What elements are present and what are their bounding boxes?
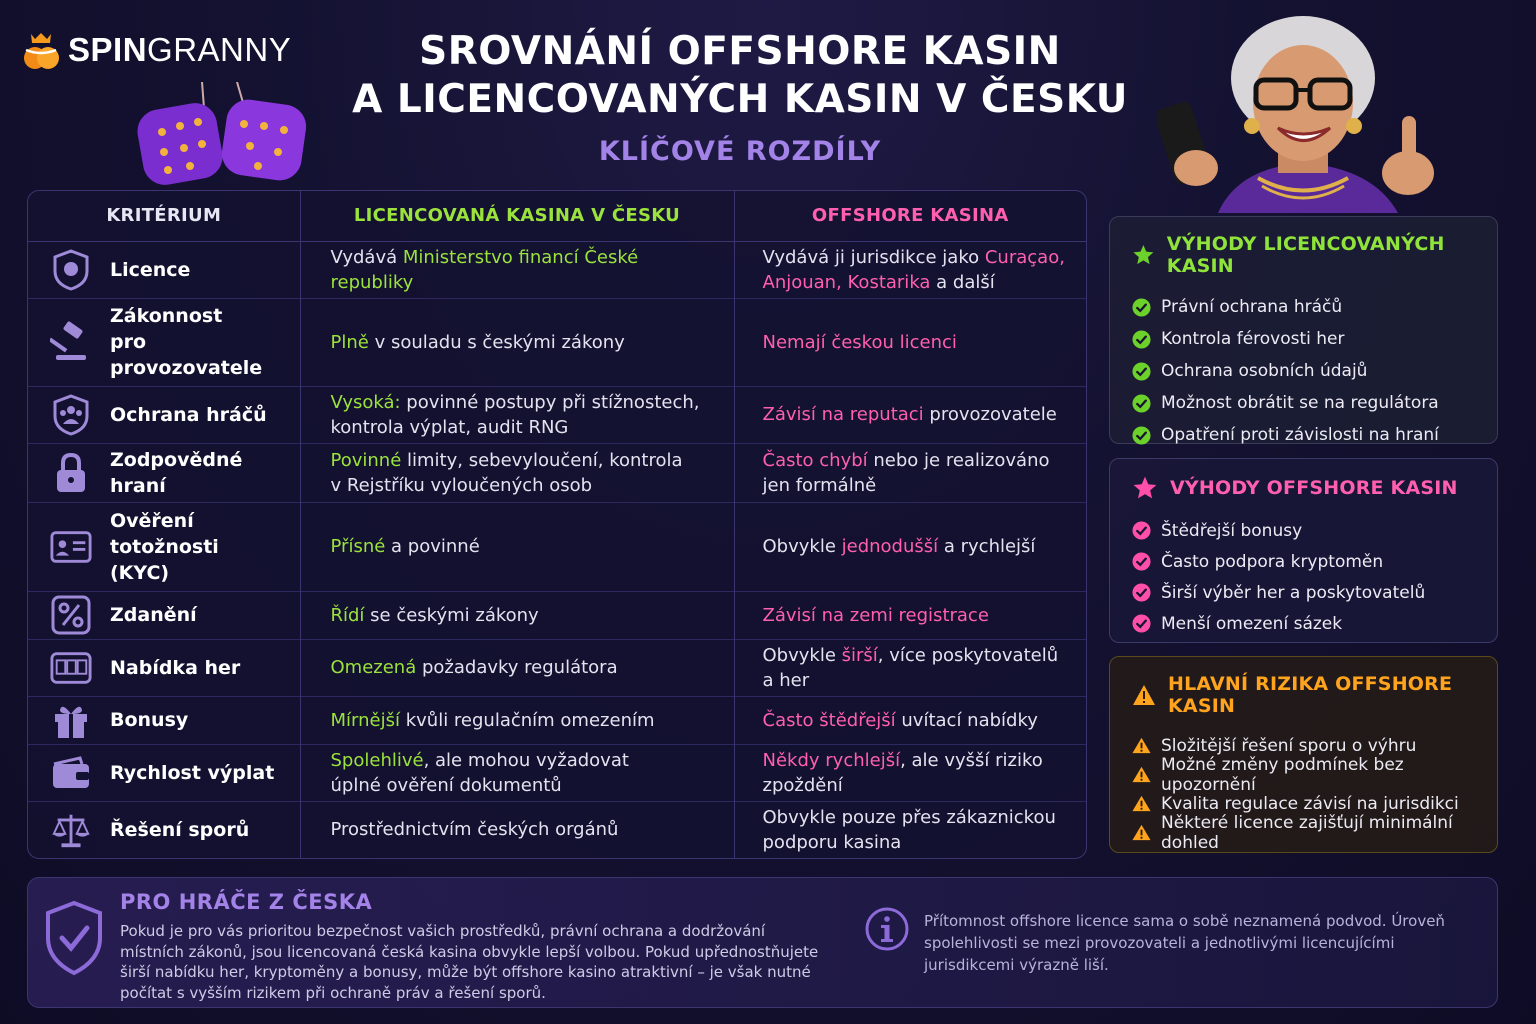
criterion-cell [28, 503, 300, 591]
cell-text-segment: jednodušší [841, 536, 939, 558]
offshore-risks-title: HLAVNÍ RIZIKA OFFSHORE KASIN [1168, 673, 1453, 717]
offshore-advantages-title: VÝHODY OFFSHORE KASIN [1170, 477, 1458, 499]
offshore-cell [734, 639, 1086, 696]
granny-mascot-icon [1158, 8, 1448, 213]
licensed-advantages-title: VÝHODY LICENCOVANÝCH KASIN [1166, 233, 1445, 277]
list-item-label: Možné změny podmínek bez upozornění [1161, 754, 1404, 795]
info-icon [864, 906, 910, 952]
cell-text-segment: nebo je realizováno jen formálně [762, 450, 1050, 497]
brand-name: SPINGRANNY [68, 31, 292, 68]
cell-text-segment: Přísné [330, 536, 386, 558]
licensed-cell [300, 241, 734, 298]
wallet-icon [50, 752, 92, 794]
check-circle-icon [1132, 552, 1151, 571]
list-item-label: Štědřejší bonusy [1161, 520, 1303, 541]
cell-text-segment: se českými zákony [364, 604, 539, 626]
list-item [1132, 291, 1475, 323]
lock-icon [50, 452, 92, 494]
offshore-cell [734, 298, 1086, 386]
check-circle-icon [1132, 583, 1151, 602]
cell-text-segment: , ale mohou vyžadovat úplné ověření dokumentů [330, 749, 629, 796]
criterion-cell [28, 443, 300, 502]
cell-text-segment: povinné postupy při stížnostech, kontrola výplat, audit RNG [330, 391, 700, 438]
cell-text-segment: Řídí [330, 604, 365, 626]
warning-icon [1132, 765, 1151, 784]
cell-text-segment: Nemají českou licenci [762, 331, 957, 353]
table-row [28, 386, 1086, 443]
list-item-label: Kontrola férovosti her [1161, 329, 1345, 349]
table-row [28, 241, 1086, 298]
cell-text-segment: Obvykle [762, 644, 842, 666]
cell-text-segment: , ale vyšší riziko zpoždění [762, 749, 1043, 796]
cell-text-segment: Prostřednictvím českých orgánů [330, 819, 619, 841]
cell-text-segment: Omezená [330, 657, 417, 679]
list-item [1132, 515, 1475, 546]
licensed-cell [300, 298, 734, 386]
licensed-cell [300, 591, 734, 639]
table-header-row [28, 191, 1086, 241]
criterion-label: Nabídka her [110, 656, 241, 679]
criterion-label: Bonusy [110, 709, 189, 732]
id-card-icon [50, 526, 92, 568]
list-item [1132, 387, 1475, 419]
column-header-licensed: LICENCOVANÁ KASINA V ČESKU [300, 191, 734, 241]
scales-icon [50, 809, 92, 851]
check-circle-icon [1132, 362, 1151, 381]
cell-text-segment: Často štědřejší [762, 709, 896, 731]
offshore-cell [734, 591, 1086, 639]
cell-text-segment: a další [930, 271, 995, 293]
list-item-label: Možnost obrátit se na regulátora [1161, 393, 1439, 413]
table-row [28, 744, 1086, 801]
star-icon [1132, 475, 1158, 501]
shield-people-icon [50, 394, 92, 436]
offshore-cell [734, 744, 1086, 801]
cell-text-segment: uvítací nabídky [895, 709, 1038, 731]
criterion-label: Ochrana hráčů [110, 403, 267, 426]
licensed-cell [300, 744, 734, 801]
list-item-label: Menší omezení sázek [1161, 613, 1343, 634]
warning-icon [1132, 736, 1151, 755]
cell-text-segment: Plně [330, 331, 369, 353]
offshore-cell [734, 801, 1086, 858]
offshore-cell [734, 443, 1086, 502]
table-row [28, 443, 1086, 502]
list-item [1132, 812, 1475, 853]
check-circle-icon [1132, 298, 1151, 317]
list-item [1132, 546, 1475, 577]
cell-text-segment: Někdy rychlejší [762, 749, 901, 771]
offshore-advantages-panel [1109, 458, 1498, 643]
brand-logo [22, 30, 291, 70]
criterion-cell [28, 744, 300, 801]
page-subtitle: KLÍČOVÉ ROZDÍLY [598, 136, 882, 167]
cell-text-segment: Curaçao, Anjouan, Kostarika [762, 246, 1065, 293]
gift-icon [50, 699, 92, 741]
list-item-label: Některé licence zajišťují minimální dohled [1161, 812, 1453, 853]
cell-text-segment: a rychlejší [938, 536, 1036, 558]
licensed-cell [300, 801, 734, 858]
offshore-cell [734, 241, 1086, 298]
list-item-label: Širší výběr her a poskytovatelů [1161, 582, 1426, 603]
licensed-cell [300, 443, 734, 502]
licensed-cell [300, 503, 734, 591]
criterion-cell [28, 241, 300, 298]
offshore-cell [734, 696, 1086, 744]
table-row [28, 591, 1086, 639]
criterion-cell [28, 591, 300, 639]
footer-title: PRO HRÁČE Z ČESKA [120, 890, 373, 914]
criterion-label: Licence [110, 258, 191, 281]
check-circle-icon [1132, 394, 1151, 413]
cell-text-segment: Často chybí [762, 450, 868, 472]
table-row [28, 298, 1086, 386]
licensed-cell [300, 696, 734, 744]
licensed-advantages-panel [1109, 216, 1498, 444]
warning-icon [1132, 823, 1151, 842]
offshore-cell [734, 503, 1086, 591]
footer-panel [27, 877, 1498, 1008]
comparison-table [27, 190, 1087, 859]
slot-machine-icon [50, 647, 92, 689]
cell-text-segment: kvůli regulačním omezením [399, 709, 655, 731]
cell-text-segment: Povinné [330, 450, 402, 472]
table-row [28, 503, 1086, 591]
fuzzy-dice-icon [132, 82, 322, 192]
cell-text-segment: Vydává ji jurisdikce jako [762, 246, 985, 268]
page-header [330, 28, 1150, 167]
criterion-label: Zodpovědné hraní [110, 449, 243, 498]
cell-text-segment: požadavky regulátora [416, 657, 618, 679]
criterion-label: Zákonnost pro provozovatele [110, 305, 263, 380]
cell-text-segment: širší [841, 644, 878, 666]
star-icon [1132, 242, 1155, 268]
list-item-label: Složitější řešení sporu o výhru [1161, 735, 1417, 756]
shield-icon [50, 249, 92, 291]
licensed-cell [300, 386, 734, 443]
cell-text-segment: Závisí na zemi registrace [762, 604, 989, 626]
warning-icon [1132, 794, 1151, 813]
cell-text-segment: , více poskytovatelů a her [762, 644, 1059, 691]
offshore-cell [734, 386, 1086, 443]
list-item [1132, 754, 1475, 795]
percent-icon [50, 594, 92, 636]
cell-text-segment: Vysoká: [330, 391, 401, 413]
page-title-line2: A LICENCOVANÝCH KASIN V ČESKU [352, 77, 1128, 122]
list-item [1132, 355, 1475, 387]
check-circle-icon [1132, 426, 1151, 445]
criterion-label: Zdanění [110, 604, 197, 627]
list-item-label: Kvalita regulace závisí na jurisdikci [1161, 793, 1459, 814]
crown-logo-icon [22, 30, 60, 70]
warning-icon [1132, 682, 1156, 708]
criterion-cell [28, 386, 300, 443]
table-row [28, 801, 1086, 858]
footer-note: Přítomnost offshore licence sama o sobě neznamená podvod. Úroveň spolehlivosti se mezi provozovateli a jednotlivými licencujícími jurisdikcemi výrazně liší. [924, 912, 1445, 974]
criterion-cell [28, 639, 300, 696]
list-item [1132, 608, 1475, 639]
cell-text-segment: limity, sebevyloučení, kontrola v Rejstříku vyloučených osob [330, 450, 683, 497]
offshore-risks-panel [1109, 656, 1498, 853]
cell-text-segment: Vydává [330, 246, 403, 268]
list-item-label: Právní ochrana hráčů [1161, 297, 1343, 317]
page-title-line1: SROVNÁNÍ OFFSHORE KASIN [419, 29, 1061, 74]
gavel-icon [50, 321, 92, 363]
column-header-offshore: OFFSHORE KASINA [734, 191, 1086, 241]
criterion-label: Rychlost výplat [110, 761, 275, 784]
shield-check-icon [44, 900, 104, 976]
cell-text-segment: Ministerstvo financí České republiky [330, 246, 639, 293]
criterion-label: Ověření totožnosti (KYC) [110, 509, 219, 584]
criterion-cell [28, 696, 300, 744]
column-header-criterion: KRITÉRIUM [28, 191, 300, 241]
criterion-cell [28, 801, 300, 858]
list-item [1132, 323, 1475, 355]
table-row [28, 696, 1086, 744]
cell-text-segment: Spolehlivé [330, 749, 424, 771]
cell-text-segment: v souladu s českými zákony [368, 331, 625, 353]
cell-text-segment: Obvykle pouze přes zákaznickou podporu kasina [762, 806, 1056, 853]
cell-text-segment: Závisí na reputaci [762, 404, 924, 426]
criterion-label: Řešení sporů [110, 818, 250, 841]
licensed-cell [300, 639, 734, 696]
check-circle-icon [1132, 521, 1151, 540]
list-item [1132, 577, 1475, 608]
cell-text-segment: Obvykle [762, 536, 842, 558]
cell-text-segment: provozovatele [923, 404, 1057, 426]
cell-text-segment: a povinné [385, 536, 480, 558]
list-item-label: Opatření proti závislosti na hraní [1161, 425, 1439, 445]
cell-text-segment: Mírnější [330, 709, 400, 731]
check-circle-icon [1132, 330, 1151, 349]
criterion-cell [28, 298, 300, 386]
list-item-label: Často podpora kryptoměn [1161, 551, 1384, 572]
check-circle-icon [1132, 614, 1151, 633]
footer-text: Pokud je pro vás prioritou bezpečnost vašich prostředků, právní ochrana a dodržování místních zákonů, jsou licencovaná česká kasina obvykle lepší volbou. Pokud upřednostňujete širší nabídku her, kryptoměny a bonusy, může být offshore kasino atraktivní – je však nutné počítat s vyšším rizikem při ochraně práv a řešení sporů. [120, 922, 819, 1002]
list-item-label: Ochrana osobních údajů [1161, 361, 1368, 381]
table-row [28, 639, 1086, 696]
list-item [1132, 419, 1475, 451]
